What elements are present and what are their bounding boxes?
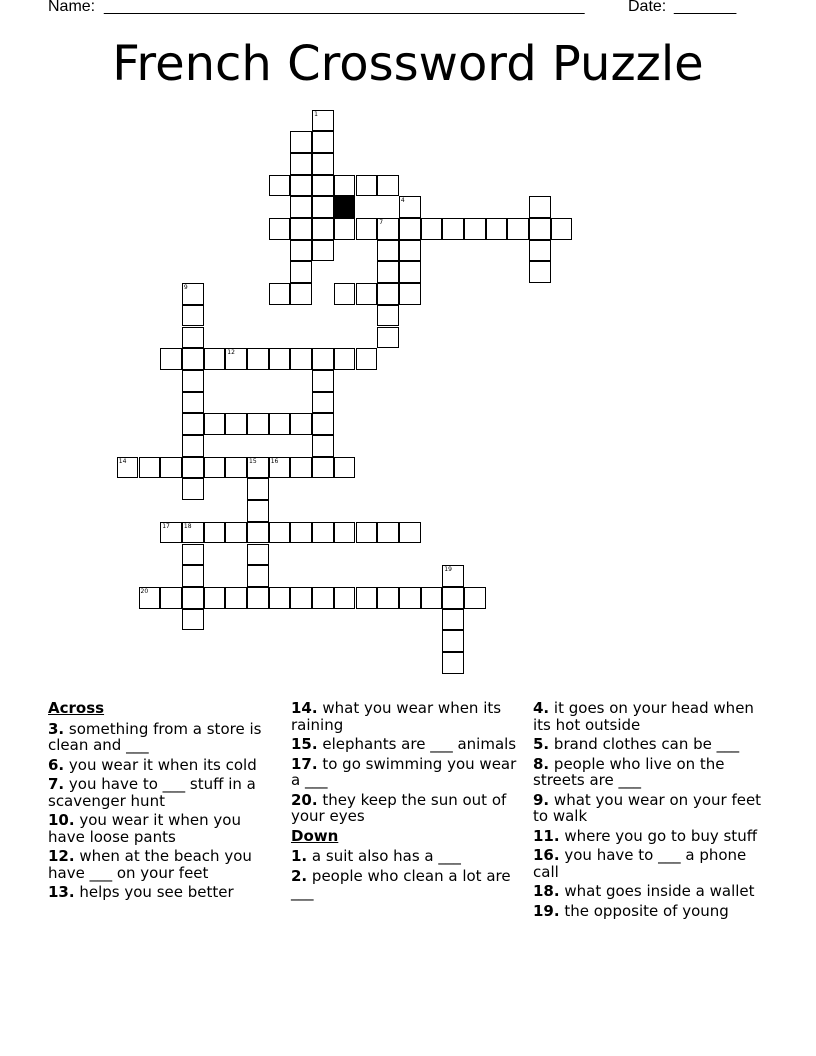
grid-cell[interactable]: [356, 218, 378, 240]
grid-cell[interactable]: [442, 630, 464, 652]
grid-cell[interactable]: [312, 196, 334, 218]
grid-cell[interactable]: [486, 218, 508, 240]
grid-cell[interactable]: [399, 218, 421, 240]
page-title: French Crossword Puzzle: [112, 36, 704, 92]
clue-item: [533, 847, 773, 880]
grid-cell[interactable]: [334, 522, 356, 544]
grid-cell[interactable]: [377, 587, 399, 609]
clue-item: [533, 828, 773, 845]
grid-cell[interactable]: [182, 587, 204, 609]
grid-cell[interactable]: [529, 196, 551, 218]
clue-item-number: 13.: [48, 883, 75, 901]
clue-item-number: 15.: [291, 735, 318, 753]
grid-cell[interactable]: [182, 609, 204, 631]
clue-item-text: they keep the sun out of your eyes: [291, 790, 507, 825]
grid-cell[interactable]: [421, 218, 443, 240]
grid-cell[interactable]: [442, 609, 464, 631]
grid-cell[interactable]: [290, 348, 312, 370]
grid-cell[interactable]: [269, 218, 291, 240]
name-blank: ______________________________________________________: [104, 0, 585, 15]
clue-item-text: you have to ___ a phone call: [533, 846, 747, 881]
clue-number: 12: [227, 349, 235, 357]
grid-cell[interactable]: [529, 240, 551, 262]
grid-cell[interactable]: [312, 218, 334, 240]
clue-item-number: 17.: [291, 754, 318, 773]
grid-cell[interactable]: [182, 457, 204, 479]
grid-cell[interactable]: [356, 175, 378, 197]
grid-cell[interactable]: [377, 305, 399, 327]
grid-cell[interactable]: [399, 587, 421, 609]
grid-cell[interactable]: [290, 153, 312, 175]
grid-cell[interactable]: [551, 218, 573, 240]
grid-cell[interactable]: [377, 175, 399, 197]
clue-item-number: 12.: [48, 847, 75, 865]
clue-item-text: you have to ___ stuff in a scavenger hunt: [48, 775, 256, 810]
clue-item-text: to go swimming you wear a ___: [291, 754, 517, 789]
grid-cell[interactable]: [334, 457, 356, 479]
grid-cell[interactable]: [312, 153, 334, 175]
clue-item: [291, 736, 521, 753]
clue-item: [533, 883, 773, 900]
clue-item: [533, 736, 773, 753]
grid-cell[interactable]: [247, 565, 269, 587]
clue-number: 14: [118, 457, 127, 465]
clue-item-text: you wear it when you have loose pants: [48, 811, 241, 846]
grid-cell[interactable]: [225, 348, 247, 370]
grid-cell[interactable]: [377, 261, 399, 283]
grid-cell[interactable]: [117, 457, 139, 479]
grid-cell[interactable]: [399, 283, 421, 305]
grid-cell[interactable]: [312, 435, 334, 457]
grid-cell[interactable]: [182, 565, 204, 587]
down-clues-list: [291, 848, 521, 901]
grid-cell[interactable]: [204, 457, 226, 479]
clue-column-2: [291, 700, 521, 904]
grid-cell[interactable]: [312, 587, 334, 609]
grid-cell[interactable]: [334, 587, 356, 609]
grid-cell[interactable]: [442, 652, 464, 674]
grid-cell[interactable]: [529, 218, 551, 240]
grid-cell[interactable]: [247, 348, 269, 370]
grid-cell[interactable]: [377, 522, 399, 544]
grid-cell[interactable]: [182, 413, 204, 435]
clue-item-number: 4.: [533, 699, 550, 717]
grid-cell[interactable]: [377, 327, 399, 349]
grid-cell[interactable]: [247, 478, 269, 500]
clue-item: [533, 903, 773, 920]
clue-number: 17: [162, 522, 170, 530]
clue-item: [533, 700, 773, 733]
clue-item-text: something from a store is clean and ___: [48, 719, 262, 754]
clue-item-number: 3.: [48, 719, 65, 738]
grid-cell[interactable]: [312, 348, 334, 370]
clue-number: 20: [140, 587, 149, 595]
grid-cell[interactable]: [290, 261, 312, 283]
grid-cell[interactable]: [312, 370, 334, 392]
clue-item: [291, 868, 521, 901]
grid-cell[interactable]: [225, 413, 247, 435]
grid-cell[interactable]: [204, 348, 226, 370]
grid-cell[interactable]: [290, 457, 312, 479]
grid-cell[interactable]: [334, 175, 356, 197]
grid-cell[interactable]: [247, 587, 269, 609]
clue-item-number: 2.: [291, 866, 308, 885]
clue-item-number: 5.: [533, 735, 550, 753]
grid-black-cell: [334, 196, 356, 218]
grid-cell[interactable]: [269, 587, 291, 609]
clue-item-text: people who live on the streets are ___: [533, 754, 725, 789]
clue-item-text: you wear it when its cold: [68, 755, 257, 774]
grid-cell[interactable]: [225, 457, 247, 479]
date-label: Date:: [628, 0, 667, 15]
across-heading: Across: [48, 699, 105, 717]
clue-item-number: 10.: [48, 811, 75, 829]
grid-cell[interactable]: [356, 348, 378, 370]
grid-cell[interactable]: [334, 218, 356, 240]
grid-cell[interactable]: [182, 327, 204, 349]
grid-cell[interactable]: [225, 522, 247, 544]
clue-item: [291, 700, 521, 733]
clue-item: [48, 757, 273, 774]
grid-cell[interactable]: [247, 413, 269, 435]
grid-cell[interactable]: [312, 522, 334, 544]
grid-cell[interactable]: [290, 587, 312, 609]
grid-cell[interactable]: [204, 587, 226, 609]
date-blank: _______: [674, 0, 737, 15]
grid-cell[interactable]: [204, 413, 226, 435]
grid-cell[interactable]: [507, 218, 529, 240]
grid-cell[interactable]: [290, 413, 312, 435]
grid-cell[interactable]: [442, 218, 464, 240]
clue-number: 18: [183, 522, 192, 530]
grid-cell[interactable]: [182, 283, 204, 305]
grid-cell[interactable]: [290, 175, 312, 197]
clue-item-number: 7.: [48, 775, 65, 793]
grid-cell[interactable]: [160, 587, 182, 609]
grid-cell[interactable]: [312, 110, 334, 132]
grid-cell[interactable]: [464, 218, 486, 240]
across-clues-list: [48, 721, 273, 901]
clue-item-text: what you wear on your feet to walk: [533, 790, 762, 825]
clue-item: [533, 756, 773, 789]
grid-cell[interactable]: [269, 522, 291, 544]
grid-cell[interactable]: [399, 240, 421, 262]
grid-cell[interactable]: [182, 370, 204, 392]
clue-item-number: 14.: [291, 699, 318, 717]
clue-number: 9: [183, 284, 188, 292]
grid-cell[interactable]: [182, 478, 204, 500]
grid-cell[interactable]: [377, 240, 399, 262]
grid-cell[interactable]: [182, 392, 204, 414]
clue-item-number: 6.: [48, 755, 65, 774]
clue-item-number: 11.: [533, 826, 560, 845]
grid-cell[interactable]: [247, 500, 269, 522]
grid-cell[interactable]: [290, 196, 312, 218]
grid-cell[interactable]: [312, 457, 334, 479]
clue-item-text: brand clothes can be ___: [553, 735, 740, 753]
clue-item-text: where you go to buy stuff: [564, 826, 758, 845]
clue-item-number: 18.: [533, 882, 560, 900]
down-column-2: [533, 700, 773, 922]
grid-cell[interactable]: [334, 283, 356, 305]
clue-item: [48, 721, 273, 754]
clue-item-text: when at the beach you have ___ on your feet: [48, 847, 252, 882]
grid-cell[interactable]: [225, 587, 247, 609]
grid-cell[interactable]: [182, 544, 204, 566]
grid-cell[interactable]: [182, 348, 204, 370]
grid-cell[interactable]: [377, 218, 399, 240]
grid-cell[interactable]: [290, 131, 312, 153]
grid-cell[interactable]: [312, 392, 334, 414]
grid-cell[interactable]: [182, 435, 204, 457]
grid-cell[interactable]: [356, 522, 378, 544]
clue-number: 1: [314, 110, 318, 118]
grid-cell[interactable]: [312, 413, 334, 435]
grid-cell[interactable]: [529, 261, 551, 283]
across-clues-list-2: [291, 700, 521, 825]
clue-item-number: 19.: [533, 901, 560, 920]
clue-item-text: a suit also has a ___: [311, 847, 461, 865]
name-label: Name:: [48, 0, 96, 15]
clue-item-number: 20.: [291, 790, 318, 809]
grid-cell[interactable]: [247, 544, 269, 566]
grid-cell[interactable]: [377, 283, 399, 305]
clue-item-text: people who clean a lot are ___: [291, 866, 511, 901]
grid-cell[interactable]: [182, 522, 204, 544]
clue-item: [291, 848, 521, 865]
grid-cell[interactable]: [290, 240, 312, 262]
clue-number: 15: [249, 457, 257, 465]
clue-item: [533, 792, 773, 825]
grid-cell[interactable]: [247, 457, 269, 479]
grid-cell[interactable]: [290, 522, 312, 544]
clue-item-number: 9.: [533, 790, 550, 809]
grid-cell[interactable]: [139, 587, 161, 609]
clue-number: 4: [400, 197, 405, 205]
clue-item-number: 1.: [291, 847, 308, 865]
clue-item-text: helps you see better: [79, 883, 234, 901]
grid-cell[interactable]: [442, 565, 464, 587]
clue-number: 16: [270, 457, 279, 465]
grid-cell[interactable]: [269, 283, 291, 305]
grid-cell[interactable]: [269, 457, 291, 479]
grid-cell[interactable]: [160, 348, 182, 370]
clue-item-text: what goes inside a wallet: [564, 882, 755, 900]
grid-cell[interactable]: [442, 587, 464, 609]
grid-cell[interactable]: [139, 457, 161, 479]
grid-cell[interactable]: [269, 413, 291, 435]
grid-cell[interactable]: [182, 305, 204, 327]
grid-cell[interactable]: [160, 522, 182, 544]
clue-number: 19: [444, 566, 452, 574]
clue-item: [48, 848, 273, 881]
grid-cell[interactable]: [464, 587, 486, 609]
grid-cell[interactable]: [312, 175, 334, 197]
clue-item: [48, 776, 273, 809]
clue-item-number: 8.: [533, 754, 550, 773]
grid-cell[interactable]: [269, 175, 291, 197]
grid-cell[interactable]: [356, 283, 378, 305]
down-heading: Down: [291, 826, 339, 845]
grid-cell[interactable]: [356, 587, 378, 609]
down-clues-list-2: [533, 700, 773, 919]
clue-item-text: what you wear when its raining: [291, 699, 502, 734]
clue-item: [291, 756, 521, 789]
grid-cell[interactable]: [399, 261, 421, 283]
grid-cell[interactable]: [399, 522, 421, 544]
clue-item-text: it goes on your head when its hot outside: [533, 699, 754, 734]
grid-cell[interactable]: [204, 522, 226, 544]
grid-cell[interactable]: [269, 348, 291, 370]
clue-item-number: 16.: [533, 846, 560, 864]
clue-item: [48, 812, 273, 845]
grid-cell[interactable]: [312, 240, 334, 262]
clue-item-text: elephants are ___ animals: [322, 735, 517, 753]
grid-cell[interactable]: [247, 522, 269, 544]
grid-cell[interactable]: [312, 131, 334, 153]
clue-item: [291, 792, 521, 825]
grid-cell[interactable]: [334, 348, 356, 370]
clue-item: [48, 884, 273, 901]
grid-cell[interactable]: [290, 283, 312, 305]
grid-cell[interactable]: [399, 196, 421, 218]
grid-cell[interactable]: [421, 587, 443, 609]
clue-number: 7: [379, 219, 384, 226]
grid-cell[interactable]: [290, 218, 312, 240]
clue-item-text: the opposite of young: [564, 901, 729, 920]
across-column-1: [48, 700, 273, 904]
grid-cell[interactable]: [160, 457, 182, 479]
